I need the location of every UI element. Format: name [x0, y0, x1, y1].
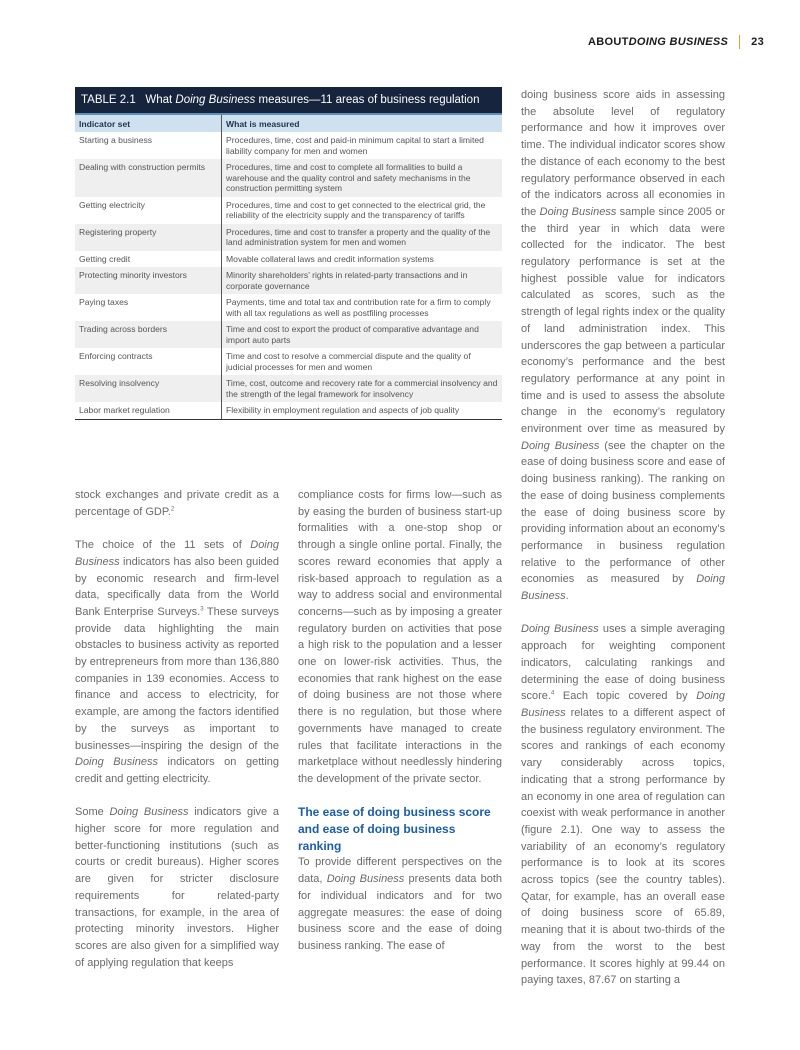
- indicator-cell: Paying taxes: [75, 294, 222, 321]
- indicator-cell: Starting a business: [75, 132, 222, 159]
- paragraph: To provide different perspectives on the data, Doing Business presents data both for individual indicators and for two aggregate measures: the ease of doing business score and the ease of doing business ranking. The ease of: [298, 856, 502, 952]
- table-row: [75, 267, 502, 294]
- indicator-cell: Resolving insolvency: [75, 375, 222, 402]
- table-2-1: [75, 87, 502, 420]
- header-italic: DOING BUSINESS: [628, 36, 729, 48]
- col-header-indicator: Indicator set: [75, 115, 222, 132]
- running-header: [588, 35, 764, 49]
- text-column-2: [298, 487, 502, 971]
- indicator-table: [75, 115, 502, 420]
- table-row: [75, 321, 502, 348]
- table-row: [75, 375, 502, 402]
- indicator-cell: Protecting minority investors: [75, 267, 222, 294]
- table-row: [75, 132, 502, 159]
- table-row: [75, 402, 502, 419]
- paragraph: Some Doing Business indicators give a higher score for more regulation and better-functioning institutions (such as courts or credit bureaus). Higher scores are given for stricter disclosure requirements for related-party transactions, for example, in the area of protecting minority investors. Higher scores are also given for a simplified way of applying regulation that keeps: [75, 806, 279, 969]
- col-header-measured: What is measured: [222, 115, 503, 132]
- section-heading: The ease of doing business score and ease of doing business ranking: [298, 805, 491, 853]
- text-column-3: [521, 87, 725, 1006]
- measured-cell: Procedures, time and cost to transfer a property and the quality of the land administration system for men and women: [222, 224, 503, 251]
- indicator-cell: Getting credit: [75, 251, 222, 268]
- measured-cell: Payments, time and total tax and contribution rate for a firm to comply with all tax regulations as well as postfiling processes: [226, 297, 491, 318]
- paragraph: Doing Business uses a simple averaging approach for weighting component indicators, calculating rankings and determining the ease of doing business score.$^4$ Each topic covered by Doing Business relates to a different aspect of the business regulatory environment. The scores and rankings of each economy vary considerably across topics, indicating that a strong performance by an economy in one area of regulation can coexist with weak performance in another (figure 2.1). One way to assess the variability of an economy’s regulatory performance is to look at its scores across topics (see the country tables). Qatar, for example, has an overall ease of doing business score of 65.89, meaning that it is about two-thirds of the way from the worst to the best performance. It scores highly at 99.44 on paying taxes, 87.67 on starting a: [521, 623, 725, 987]
- measured-cell: Procedures, time and cost to get connected to the electrical grid, the reliability of the electricity supply and the transparency of tariffs: [226, 199, 486, 220]
- indicator-cell: Labor market regulation: [75, 402, 222, 419]
- table-title: [75, 87, 502, 115]
- indicator-cell: Registering property: [75, 224, 222, 251]
- table-row: [75, 159, 502, 197]
- measured-cell: Flexibility in employment regulation and aspects of job quality: [222, 402, 503, 419]
- paragraph: The choice of the 11 sets of Doing Business indicators has also been guided by economic research and firm-level data, specifically data from the World Bank Enterprise Surveys.$^3$ These surveys provide data highlighting the main obstacles to business activity as reported by entrepreneurs from more than 136,880 companies in 139 economies. Access to finance and access to electricity, for example, are among the factors identified by the surveys as important to businesses—inspiring the design of the Doing Business indicators on getting credit and getting electricity.: [75, 539, 279, 785]
- header-prefix: ABOUT: [587, 36, 629, 48]
- table-title-italic: Doing Business: [175, 94, 256, 106]
- measured-cell: Time, cost, outcome and recovery rate for a commercial insolvency and the strength of the legal framework for insolvency: [222, 375, 503, 402]
- indicator-cell: Getting electricity: [75, 197, 222, 224]
- indicator-cell: Enforcing contracts: [75, 348, 222, 375]
- table-title-post: measures—11 areas of business regulation: [255, 94, 480, 106]
- table-row: [75, 224, 502, 251]
- table-row: [75, 251, 502, 268]
- table-row: [75, 294, 502, 321]
- paragraph: stock exchanges and private credit as a percentage of GDP.$^2$: [75, 489, 279, 518]
- measured-cell: Time and cost to export the product of comparative advantage and import auto parts: [222, 321, 503, 348]
- table-label: TABLE 2.1: [81, 94, 136, 106]
- table-title-pre: What: [145, 94, 176, 106]
- page-number: 23: [751, 36, 764, 48]
- paragraph: doing business score aids in assessing the absolute level of regulatory performance and how it improves over time. The individual indicator scores show the distance of each economy to the best regulatory performance observed in each of the indicators across all economies in the Doing Business sample since 2005 or the third year in which data were collected for the indicator. The best regulatory performance is set at the highest possible value for indicators calculated as scores, such as the strength of legal rights index or the quality of land administration index. This underscores the gap between a particular economy’s performance and the best regulatory performance at any point in time and is used to assess the absolute change in the economy’s regulatory environment over time as measured by Doing Business (see the chapter on the ease of doing business score and ease of doing business ranking). The ranking on the ease of doing business complements the ease of doing business score by providing information about an economy’s performance in business regulation relative to the performance of other economies as measured by Doing Business.: [521, 89, 725, 603]
- indicator-cell: Dealing with construction permits: [75, 159, 222, 197]
- header-divider: [739, 35, 740, 49]
- measured-cell: Movable collateral laws and credit information systems: [226, 253, 434, 264]
- measured-cell: Minority shareholders’ rights in related-party transactions and in corporate governance: [222, 267, 503, 294]
- table-row: [75, 348, 502, 375]
- table-row: [75, 197, 502, 224]
- indicator-cell: Trading across borders: [75, 321, 222, 348]
- measured-cell: Time and cost to resolve a commercial dispute and the quality of judicial processes for men and women: [226, 351, 471, 372]
- measured-cell: Procedures, time, cost and paid-in minimum capital to start a limited liability company for men and women: [226, 135, 484, 156]
- measured-cell: Procedures, time and cost to complete all formalities to build a warehouse and the quality control and safety mechanisms in the construction permitting system: [222, 159, 503, 197]
- paragraph: compliance costs for firms low—such as by easing the burden of business start-up formalities with a one-stop shop or through a single online portal. Finally, the scores reward economies that apply a risk-based approach to regulation as a way to address social and environmental concerns—such as by imposing a greater regulatory burden on activities that pose a high risk to the population and a lesser one on lower-risk activities. Thus, the economies that rank highest on the ease of doing business are not those where there is no regulation, but those where governments have managed to create rules that facilitate interactions in the marketplace without needlessly hindering the development of the private sector.: [298, 489, 502, 785]
- text-column-1: [75, 487, 279, 988]
